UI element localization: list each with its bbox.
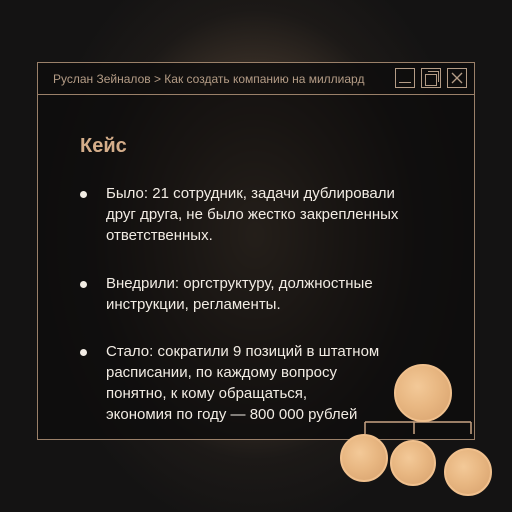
org-node-middle [390,440,436,486]
list-item-text: Внедрили: оргструктуру, должностные инструкции, регламенты. [106,275,373,313]
page-title: Кейс [80,135,127,157]
close-icon [448,69,466,87]
org-chart-icon [336,362,496,502]
bullet-dot [80,349,87,356]
close-button[interactable] [447,68,467,88]
list-item-text: Было: 21 сотрудник, задачи дублировали друг друга, не было жестко закрепленных ответственных. [106,185,399,244]
bullet-dot [80,281,87,288]
org-node-top [394,364,452,422]
bullet-dot [80,191,87,198]
minimize-button[interactable] [395,68,415,88]
title-bar [38,63,474,95]
window-title: Руслан Зейналов > Как создать компанию на миллиард [53,72,365,86]
org-node-right [444,448,492,496]
list-item-text: Стало: сократили 9 позиций в штатном расписании, по каждому вопросу понятно, к кому обращаться, экономия по году — 800 000 рублей [106,343,380,423]
org-node-left [340,434,388,482]
maximize-button[interactable] [421,68,441,88]
